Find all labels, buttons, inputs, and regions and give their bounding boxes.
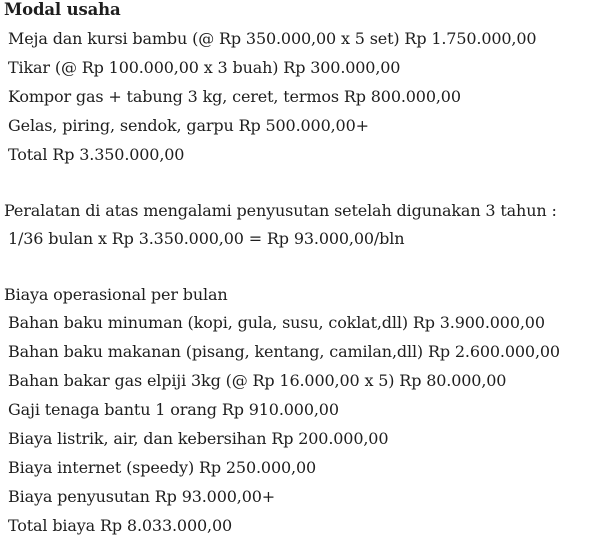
biaya-item-internet: Biaya internet (speedy) Rp 250.000,00 <box>8 458 317 477</box>
modal-usaha-heading: Modal usaha <box>4 0 121 19</box>
biaya-total: Total biaya Rp 8.033.000,00 <box>8 516 232 535</box>
penyusutan-intro: Peralatan di atas mengalami penyusutan setelah digunakan 3 tahun : <box>4 201 557 220</box>
biaya-item-gaji: Gaji tenaga bantu 1 orang Rp 910.000,00 <box>8 400 339 419</box>
biaya-item-gas: Bahan bakar gas elpiji 3kg (@ Rp 16.000,00 x 5) Rp 80.000,00 <box>8 371 507 390</box>
modal-item-gelas: Gelas, piring, sendok, garpu Rp 500.000,00+ <box>8 116 369 135</box>
penyusutan-formula: 1/36 bulan x Rp 3.350.000,00 = Rp 93.000,00/bln <box>8 229 405 248</box>
modal-item-meja-kursi: Meja dan kursi bambu (@ Rp 350.000,00 x 5 set) Rp 1.750.000,00 <box>8 29 537 48</box>
biaya-operasional-heading: Biaya operasional per bulan <box>4 285 228 304</box>
modal-total: Total Rp 3.350.000,00 <box>8 145 185 164</box>
biaya-item-penyusutan: Biaya penyusutan Rp 93.000,00+ <box>8 487 276 506</box>
biaya-item-makanan: Bahan baku makanan (pisang, kentang, camilan,dll) Rp 2.600.000,00 <box>8 342 560 361</box>
biaya-item-listrik: Biaya listrik, air, dan kebersihan Rp 200.000,00 <box>8 429 389 448</box>
modal-item-kompor: Kompor gas + tabung 3 kg, ceret, termos Rp 800.000,00 <box>8 87 461 106</box>
modal-item-tikar: Tikar (@ Rp 100.000,00 x 3 buah) Rp 300.000,00 <box>8 58 401 77</box>
biaya-item-minuman: Bahan baku minuman (kopi, gula, susu, coklat,dll) Rp 3.900.000,00 <box>8 313 545 332</box>
